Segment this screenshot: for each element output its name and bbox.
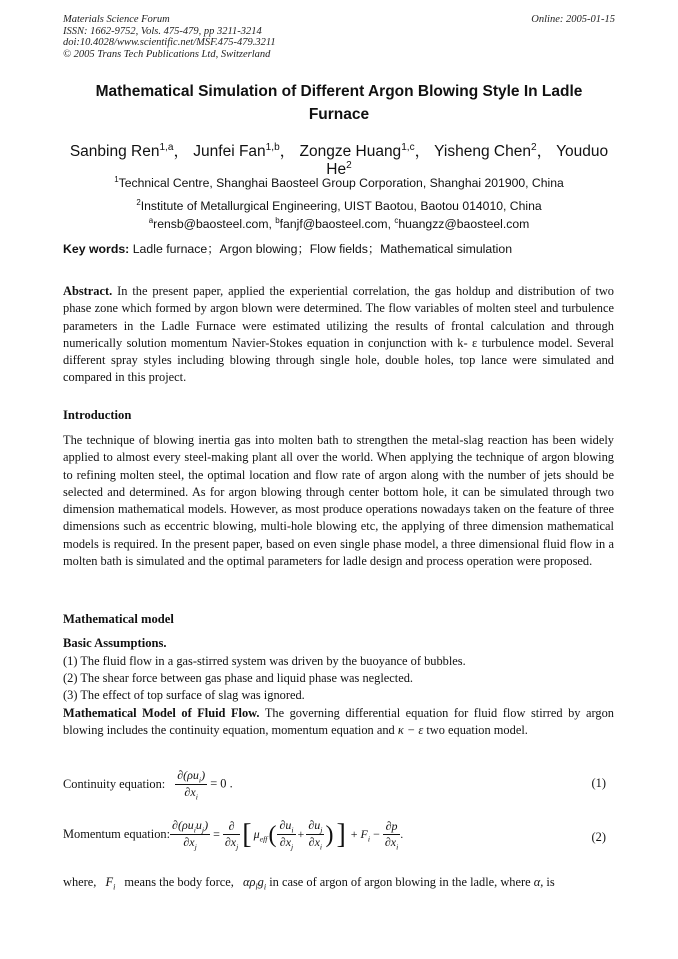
author-sup: 1,c <box>401 141 415 153</box>
equation-number-2: (2) <box>591 830 606 844</box>
kappa-epsilon-symbol: κ − ε <box>397 723 424 738</box>
where-text: , is <box>540 875 555 889</box>
keywords-text: Ladle furnace；Argon blowing；Flow fields；Mathematical simulation <box>132 242 513 256</box>
momentum-label: Momentum equation: <box>63 827 171 842</box>
equation-number-1: (1) <box>591 776 606 790</box>
alpha-rho-g-symbol: $\alpha\rho_lg_i$ <box>242 875 267 892</box>
keywords-line <box>63 239 615 257</box>
copyright-line: © 2005 Trans Tech Publications Ltd, Switzerland <box>63 48 271 60</box>
math-model-heading: Mathematical model <box>63 612 174 626</box>
formula-fraction: $\frac{\partial(\rho u_i)}{\partial x_i}$ <box>177 768 206 802</box>
abstract-label: Abstract. <box>63 284 113 298</box>
author-list <box>63 139 615 179</box>
fluid-flow-heading: Mathematical Model of Fluid Flow. <box>63 706 260 720</box>
assumption-item: (1) The fluid flow in a gas-stirred system was driven by the buoyance of bubbles. <box>63 654 466 668</box>
continuity-equation <box>63 768 233 802</box>
where-text: in case of argon of argon blowing in the ladle, where <box>269 875 531 889</box>
author-name: Sanbing Ren <box>69 143 160 160</box>
journal-name: Materials Science Forum <box>63 14 170 25</box>
email-sup: b <box>275 215 280 225</box>
author-name: Zongze Huang <box>299 143 402 160</box>
email-sup: a <box>148 215 154 225</box>
email-link[interactable]: huangzz@baosteel.com <box>398 217 530 231</box>
email-link[interactable]: fanjf@baosteel.com, <box>279 217 395 231</box>
alpha-symbol: α <box>533 875 541 889</box>
author-sup: 2 <box>530 141 537 153</box>
formula-fraction: $\frac{\partial u_j}{\partial x_i}$ <box>308 818 323 852</box>
affiliation-text: Institute of Metallurgical Engineering, UIST Baotou, Baotou 014010, China <box>140 199 542 213</box>
abstract-paragraph <box>63 283 614 387</box>
author-separator: ， <box>414 143 431 160</box>
journal-header <box>63 14 615 60</box>
paper-title <box>63 80 615 126</box>
author-separator: ， <box>173 143 189 160</box>
keywords-label: Key words: <box>63 242 130 256</box>
assumptions-heading: Basic Assumptions. <box>63 636 167 650</box>
body-force-symbol: $F_i$ <box>105 875 116 892</box>
email-line <box>63 217 615 231</box>
title-line-2: Furnace <box>308 106 370 123</box>
assumption-item: (2) The shear force between gas phase and liquid phase was neglected. <box>63 671 414 685</box>
doi-line: doi:10.4028/www.scientific.net/MSF.475-479.3211 <box>63 37 276 48</box>
author-sup: 2 <box>346 159 352 171</box>
title-line-1: Mathematical Simulation of Different Argon Blowing Style In Ladle <box>95 83 583 100</box>
fluid-flow-paragraph <box>63 705 614 740</box>
email-sup: c <box>394 215 399 225</box>
affiliation-text: Technical Centre, Shanghai Baosteel Group Corporation, Shanghai 201900, China <box>118 176 564 190</box>
where-text: where, <box>63 875 97 889</box>
author-name: Youduo He <box>326 143 609 178</box>
author-separator: ， <box>536 143 553 160</box>
email-link[interactable]: rensb@baosteel.com, <box>153 217 276 231</box>
affiliation-sup: 2 <box>136 197 141 207</box>
author-separator: ， <box>279 143 296 160</box>
introduction-heading: Introduction <box>63 408 132 422</box>
online-date: Online: 2005-01-15 <box>531 14 615 25</box>
author-sup: 1,a <box>159 141 174 153</box>
formula-fraction: $\frac{\partial}{\partial x_j}$ <box>224 818 239 852</box>
momentum-equation <box>63 818 403 852</box>
formula-fraction: $\frac{\partial u_i}{\partial x_j}$ <box>279 818 294 852</box>
introduction-paragraph: The technique of blowing inertia gas into molten bath to strengthen the metal-slag reaction has been widely applied to almost every steel-making plant all over the world. When applying the technique of argon blowing to refining molten steel, the optimal location and flow rate of argon along with the number of jets should be selected and determined. As for argon blowing through center bottom hole, it can be simulated through two dimension mathematical models. However, as most produce operations nowadays taken on the feature of three dimensions such as eccentric blowing, multi-hole blowing etc, the applying of three dimension mathematical models is required. In the present paper, based on even single phase model, a three dimensional fluid flow in a molten bath is simulated and the optimal parameters for ladle design and process operation were proposed. <box>63 433 614 569</box>
issn-line: ISSN: 1662-9752, Vols. 475-479, pp 3211-3214 <box>63 25 262 37</box>
author-sup: 1,b <box>265 141 280 153</box>
affiliation-sup: 1 <box>114 174 119 184</box>
formula-fraction: $\frac{\partial(\rho u_iu_j)}{\partial x_j}$ <box>172 818 209 852</box>
affiliation-2 <box>63 199 615 213</box>
where-line <box>63 875 555 891</box>
continuity-label: Continuity equation: <box>63 777 166 792</box>
author-name: Junfei Fan <box>193 143 266 160</box>
fluid-flow-text-end: two equation model. <box>426 723 528 738</box>
momentum-formula: $\frac{\partial(\rho u_iu_j)}{\partial x_j}$ = $\frac{\partial}{\partial x_j}$ [ $\mu_{eff}$ ( $\frac{\partial u_i}{\partial x_j}$ + $\frac{\partial u_j}{\partial x_i}$ ) ] + $F_i$ − $\frac{\partial p}{\partial x_i}$ . <box>172 818 404 852</box>
abstract-text: In the present paper, applied the experiential correlation, the gas holdup and distribution of two phase zone which formed by argon blown were determined. The flow variables of molten steel and turbulence parameters in the Ladle Furnace were estimated utilizing the results of frontal calculation and through numerically solution momentum Navier-Stokes equation in conjunction with k- ε turbulence model. Several different spray styles including blowing through single hole, double holes, top lance were simulated and compared in this project. <box>63 284 614 385</box>
continuity-formula: $\frac{\partial(\rho u_i)}{\partial x_i}$ = 0 . <box>177 768 233 802</box>
assumption-item: (3) The effect of top surface of slag was ignored. <box>63 688 305 702</box>
author-name: Yisheng Chen <box>434 143 531 160</box>
formula-fraction: $\frac{\partial p}{\partial x_i}$ <box>384 818 399 852</box>
fluid-flow-text: The governing differential equation for fluid flow stirred by argon blowing includes the continuity equation, momentum equation and <box>63 706 615 738</box>
where-text: means the body force, <box>124 875 234 889</box>
affiliation-1 <box>63 176 615 190</box>
